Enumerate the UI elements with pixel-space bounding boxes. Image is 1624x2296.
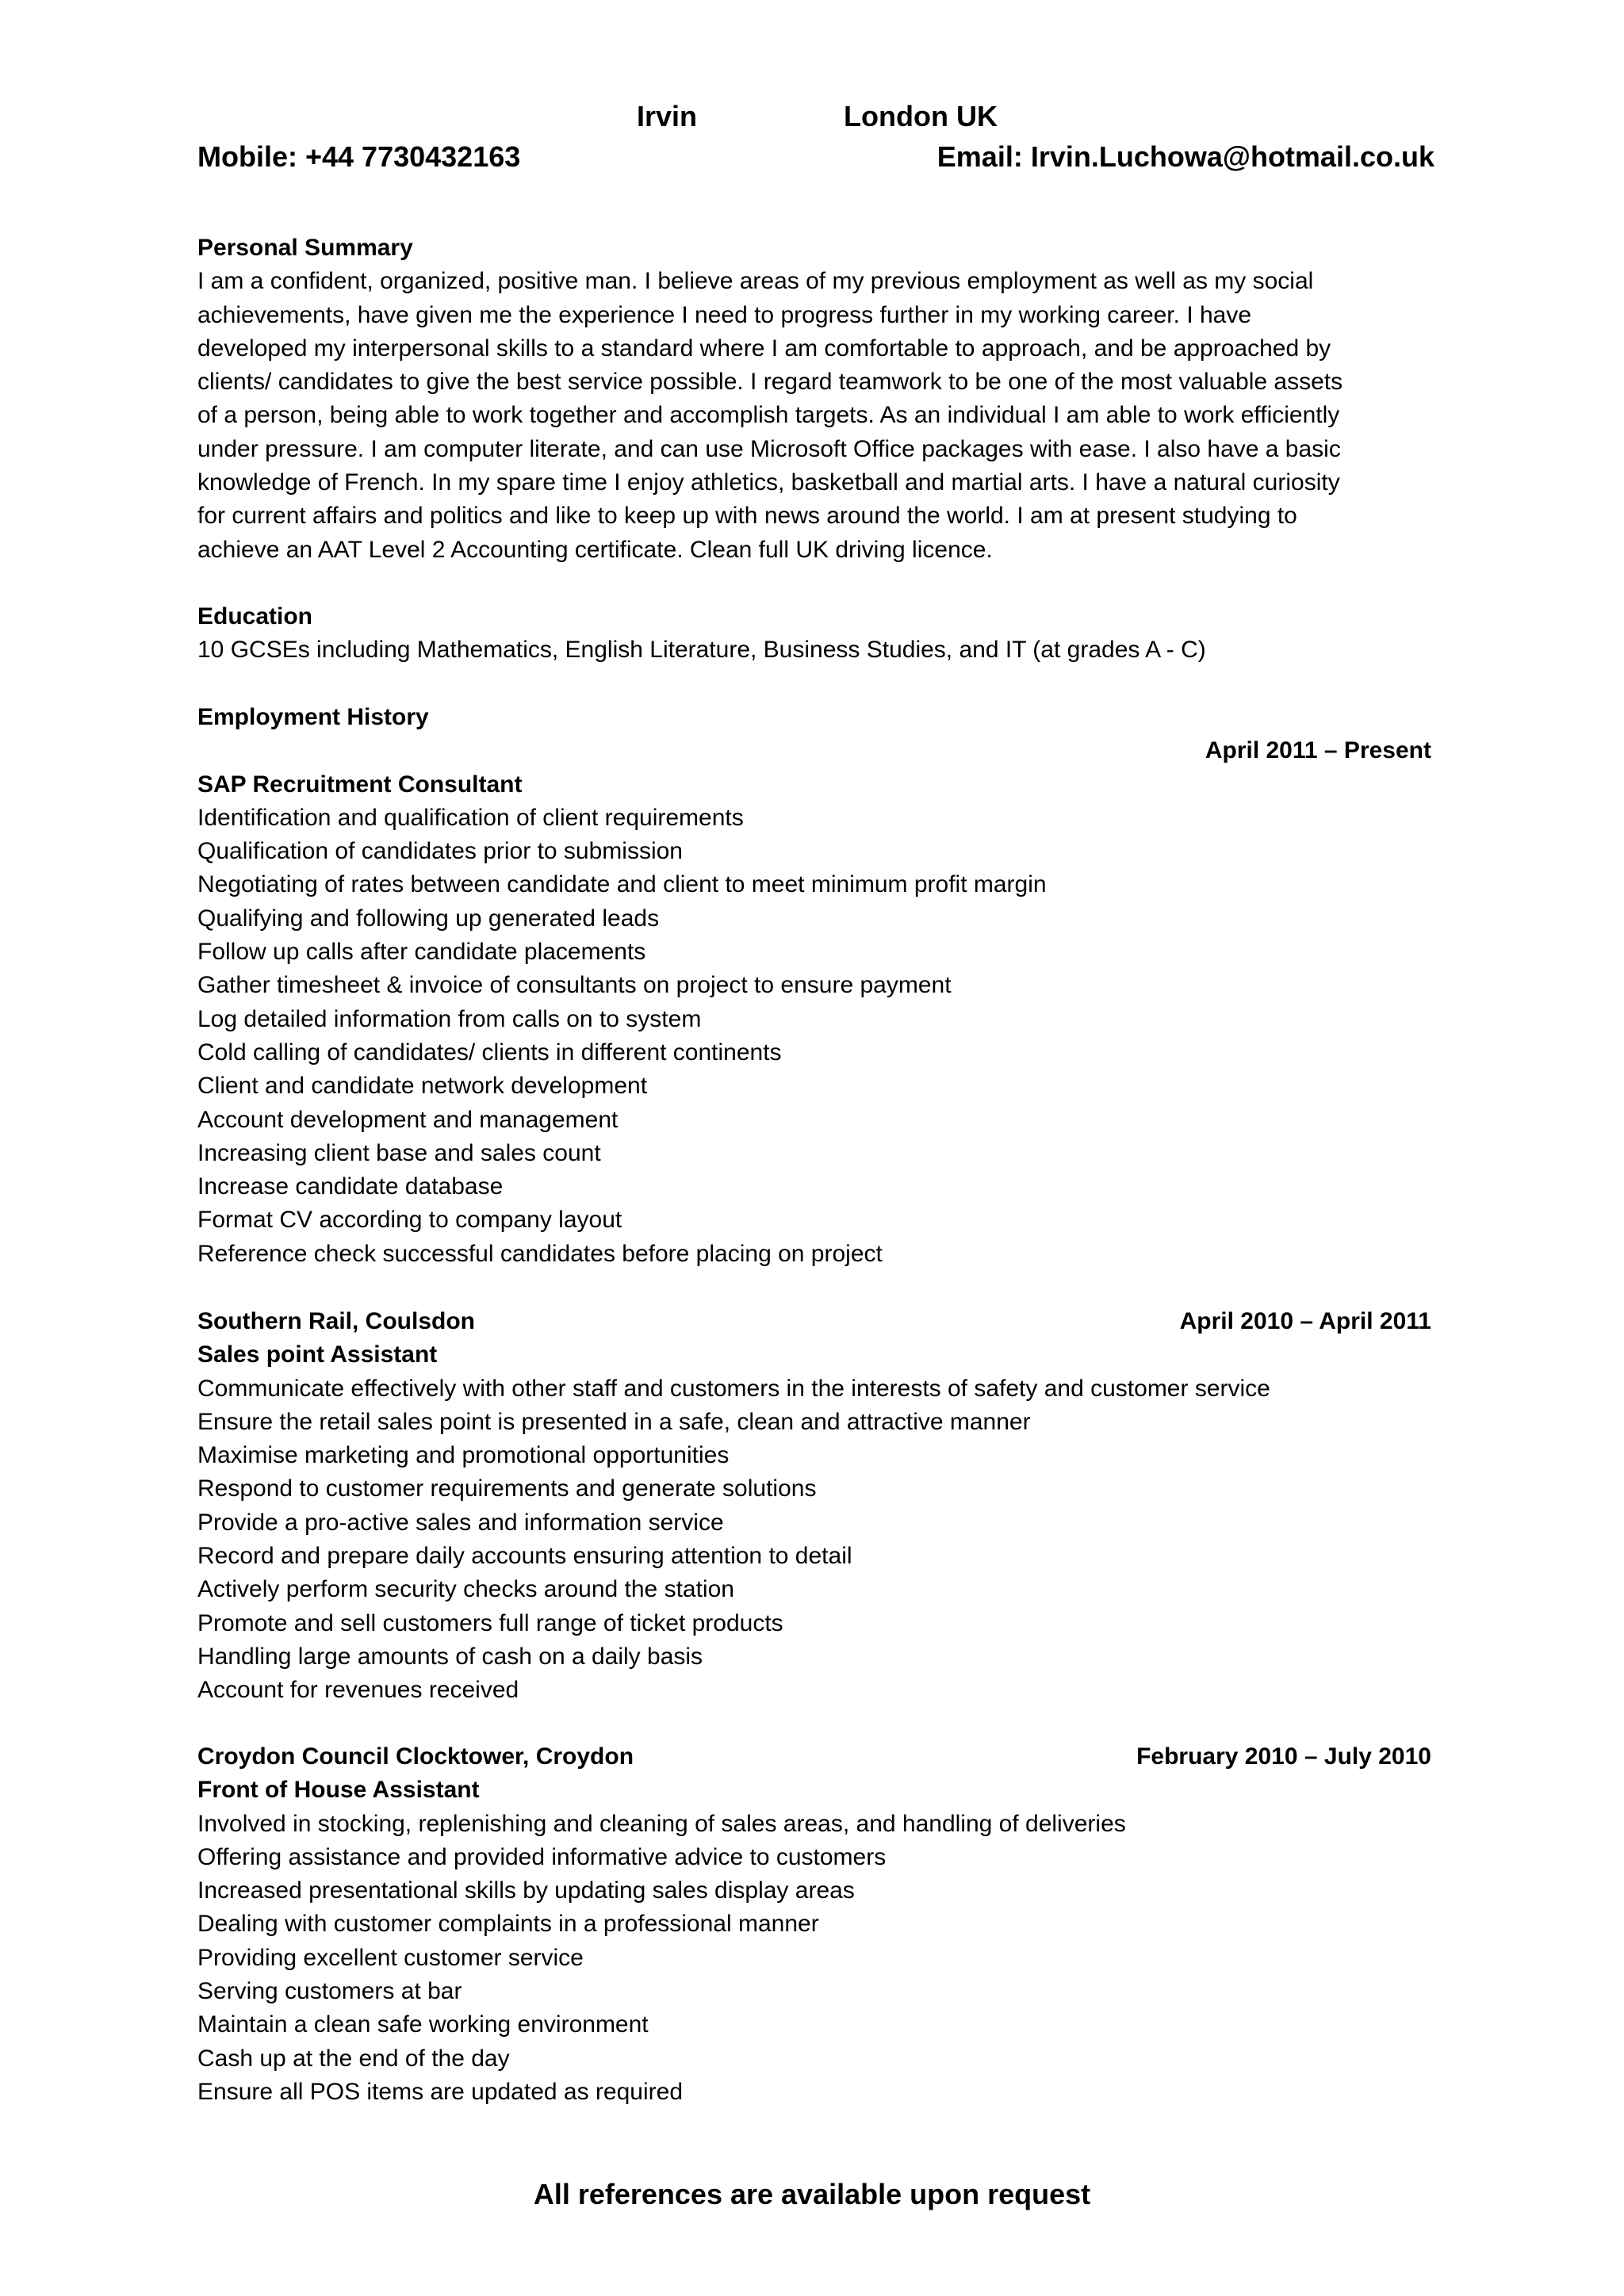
job-duty: Maximise marketing and promotional opportunities: [197, 1442, 730, 1469]
job-duty: Format CV according to company layout: [197, 1207, 622, 1234]
job-employer: Croydon Council Clocktower, Croydon: [197, 1743, 634, 1770]
job-employer-row: [197, 1305, 1442, 1338]
job-title: Front of House Assistant: [197, 1777, 480, 1804]
employment-heading: Employment History: [197, 704, 429, 730]
job-duty: Providing excellent customer service: [197, 1944, 584, 1971]
candidate-name: Irvin: [637, 100, 698, 132]
job-duty: Increase candidate database: [197, 1173, 504, 1200]
job-duty: Involved in stocking, replenishing and cleaning of sales areas, and handling of deliveries: [197, 1810, 1126, 1837]
education-text: 10 GCSEs including Mathematics, English Literature, Business Studies, and IT (at grades A - C): [197, 637, 1206, 664]
summary-line: achievements, have given me the experience I need to progress further in my working career. I have: [197, 301, 1252, 328]
email-address: Email: Irvin.Luchowa@hotmail.co.uk: [936, 140, 1434, 173]
job-duty: Log detailed information from calls on to system: [197, 1005, 702, 1032]
job-dates: April 2010 – April 2011: [1179, 1308, 1431, 1334]
job-title: Sales point Assistant: [197, 1341, 438, 1368]
mobile-number: Mobile: +44 7730432163: [197, 140, 521, 173]
job-duty: Actively perform security checks around the station: [197, 1576, 734, 1603]
personal-summary-heading: Personal Summary: [197, 235, 413, 261]
job-duty: Serving customers at bar: [197, 1978, 462, 2005]
summary-line: for current affairs and politics and like to keep up with news around the world. I am at present studying to: [197, 503, 1297, 530]
job-duty: Handling large amounts of cash on a daily basis: [197, 1643, 703, 1670]
summary-line: clients/ candidates to give the best service possible. I regard teamwork to be one of the most valuable assets: [197, 369, 1343, 396]
personal-summary-section: [197, 232, 1442, 567]
job-duty: Reference check successful candidates before placing on project: [197, 1240, 883, 1267]
employment-section: [197, 701, 1442, 1271]
summary-line: knowledge of French. In my spare time I enjoy athletics, basketball and martial arts. I have a natural curiosity: [197, 469, 1340, 496]
education-section: [197, 600, 1442, 668]
job-duty: Offering assistance and provided informative advice to customers: [197, 1843, 887, 1870]
job-southern-rail: [197, 1305, 1442, 1708]
job-duty: Negotiating of rates between candidate and client to meet minimum profit margin: [197, 871, 1047, 898]
summary-line: developed my interpersonal skills to a standard where I am comfortable to approach, and be approached by: [197, 335, 1331, 362]
job-duty: Cold calling of candidates/ clients in different continents: [197, 1039, 782, 1066]
candidate-location: London UK: [844, 100, 998, 132]
job-duty: Respond to customer requirements and generate solutions: [197, 1475, 817, 1502]
job-title: SAP Recruitment Consultant: [197, 771, 523, 798]
job-date-row: [197, 734, 1442, 767]
job-duty: Communicate effectively with other staff and customers in the interests of safety and customer service: [197, 1375, 1270, 1402]
summary-line: under pressure. I am computer literate, and can use Microsoft Office packages with ease. I also have a basic: [197, 435, 1341, 462]
job-duty: Gather timesheet & invoice of consultants on project to ensure payment: [197, 972, 952, 999]
job-duty: Follow up calls after candidate placements: [197, 939, 646, 966]
summary-line: achieve an AAT Level 2 Accounting certificate. Clean full UK driving licence.: [197, 536, 993, 563]
job-duty: Qualification of candidates prior to submission: [197, 838, 683, 865]
job-duty: Identification and qualification of client requirements: [197, 804, 744, 831]
job-dates: February 2010 – July 2010: [1136, 1743, 1431, 1770]
job-duty: Increasing client base and sales count: [197, 1139, 601, 1166]
job-duty: Increased presentational skills by updating sales display areas: [197, 1877, 855, 1904]
summary-line: I am a confident, organized, positive man. I believe areas of my previous employment as well as my social: [197, 268, 1314, 295]
job-employer: Southern Rail, Coulsdon: [197, 1308, 475, 1334]
job-duty: Qualifying and following up generated leads: [197, 905, 660, 932]
job-duty: Client and candidate network development: [197, 1073, 648, 1100]
job-dates: April 2011 – Present: [1205, 737, 1431, 764]
job-duty: Dealing with customer complaints in a professional manner: [197, 1911, 819, 1938]
job-duty: Account for revenues received: [197, 1677, 519, 1704]
education-heading: Education: [197, 603, 313, 629]
job-duty: Promote and sell customers full range of ticket products: [197, 1609, 783, 1636]
job-duty: Account development and management: [197, 1106, 619, 1133]
job-croydon-council: [197, 1740, 1442, 2109]
job-duty: Cash up at the end of the day: [197, 2045, 510, 2072]
job-duty: Provide a pro-active sales and information service: [197, 1509, 724, 1536]
job-duty: Maintain a clean safe working environment: [197, 2011, 649, 2038]
summary-line: of a person, being able to work together and accomplish targets. As an individual I am able to work efficiently: [197, 402, 1340, 429]
job-duty: Ensure the retail sales point is presented in a safe, clean and attractive manner: [197, 1408, 1031, 1435]
job-duty: Ensure all POS items are updated as required: [197, 2078, 683, 2105]
references-note: All references are available upon request: [533, 2178, 1091, 2210]
job-employer-row: [197, 1740, 1442, 1774]
job-duty: Record and prepare daily accounts ensuring attention to detail: [197, 1543, 852, 1570]
